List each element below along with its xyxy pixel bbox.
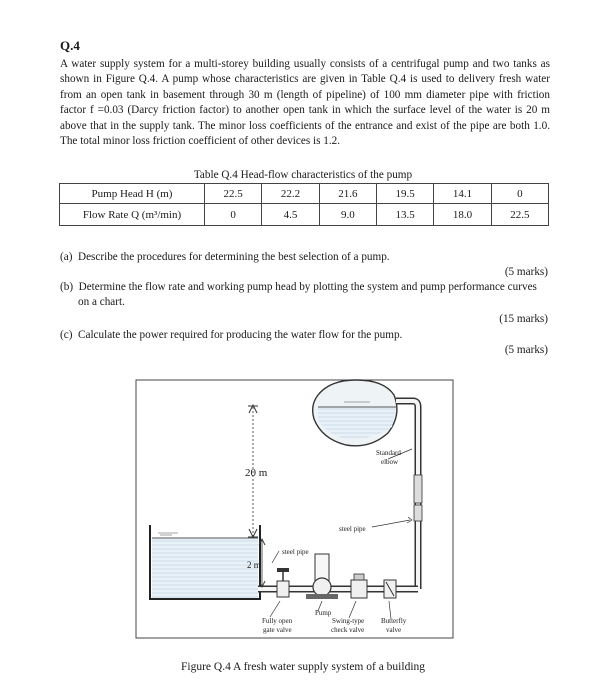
part-c bbox=[60, 328, 550, 343]
table-cell: 0 bbox=[491, 184, 548, 204]
table-cell: 18.0 bbox=[434, 204, 491, 226]
table-row-pump-head bbox=[60, 184, 549, 204]
table-cell: 13.5 bbox=[376, 204, 433, 226]
label-2m: 2 m bbox=[247, 560, 261, 570]
part-b-text: (b) Determine the flow rate and working pump head by plotting the system and pump performance curves on a chart. bbox=[60, 281, 537, 309]
table-caption: Table Q.4 Head-flow characteristics of the pump bbox=[193, 169, 413, 181]
water-supply-figure bbox=[0, 375, 606, 660]
part-c-marks: (5 marks) bbox=[504, 344, 548, 356]
label-check-valve: check valve bbox=[331, 626, 365, 634]
part-b bbox=[60, 280, 550, 311]
table-cell: 21.6 bbox=[319, 184, 376, 204]
label-elbow: elbow bbox=[381, 458, 399, 466]
label-standard: Standard bbox=[376, 449, 401, 457]
table-cell: 14.1 bbox=[434, 184, 491, 204]
table-cell: 0 bbox=[205, 204, 262, 226]
table-cell: 22.2 bbox=[262, 184, 319, 204]
part-c-text: (c) Calculate the power required for producing the water flow for the pump. bbox=[60, 329, 403, 341]
part-a bbox=[60, 250, 550, 265]
label-valve: valve bbox=[386, 626, 402, 634]
label-steel-pipe-left: steel pipe bbox=[282, 548, 309, 556]
part-a-text: (a) Describe the procedures for determining the best selection of a pump. bbox=[60, 251, 390, 263]
table-cell: 22.5 bbox=[491, 204, 548, 226]
label-fully-open: Fully open bbox=[262, 617, 293, 625]
table-cell: 19.5 bbox=[376, 184, 433, 204]
label-steel-pipe-right: steel pipe bbox=[339, 525, 366, 533]
question-intro: A water supply system for a multi-storey building usually consists of a centrifugal pump and two tanks as shown in Figure Q.4. A pump whose characteristics are given in Table Q.4 is used to delivery fresh water from an open tank in basement through 30 m (length of pipeline) of 100 mm diameter pipe with friction factor f =0.03 (Darcy friction factor) to another open tank in which the surface level of the water is 20 m above that in the supply tank. The minor loss coefficients of the entrance and exist of the pipe are both 1.0. The total minor loss friction coefficient of other devices is 1.2. bbox=[60, 58, 550, 148]
table-cell: 9.0 bbox=[319, 204, 376, 226]
table-row-flow-rate bbox=[60, 204, 549, 226]
part-a-marks: (5 marks) bbox=[504, 266, 548, 278]
row-header-flow-rate: Flow Rate Q (m³/min) bbox=[60, 204, 205, 226]
row-header-pump-head: Pump Head H (m) bbox=[60, 184, 205, 204]
label-swing-type: Swing-type bbox=[332, 617, 365, 625]
table-cell: 22.5 bbox=[205, 184, 262, 204]
label-butterfly: Butterfly bbox=[381, 617, 407, 625]
butterfly-valve bbox=[384, 580, 396, 598]
part-b-marks: (15 marks) bbox=[499, 313, 548, 325]
label-pump: Pump bbox=[315, 609, 332, 617]
figure-caption: Figure Q.4 A fresh water supply system of a building bbox=[180, 661, 426, 673]
label-20m: 20 m bbox=[245, 467, 268, 479]
head-flow-table bbox=[59, 183, 549, 226]
table-cell: 4.5 bbox=[262, 204, 319, 226]
question-number: Q.4 bbox=[60, 38, 80, 53]
label-gate-valve: gate valve bbox=[263, 626, 292, 634]
